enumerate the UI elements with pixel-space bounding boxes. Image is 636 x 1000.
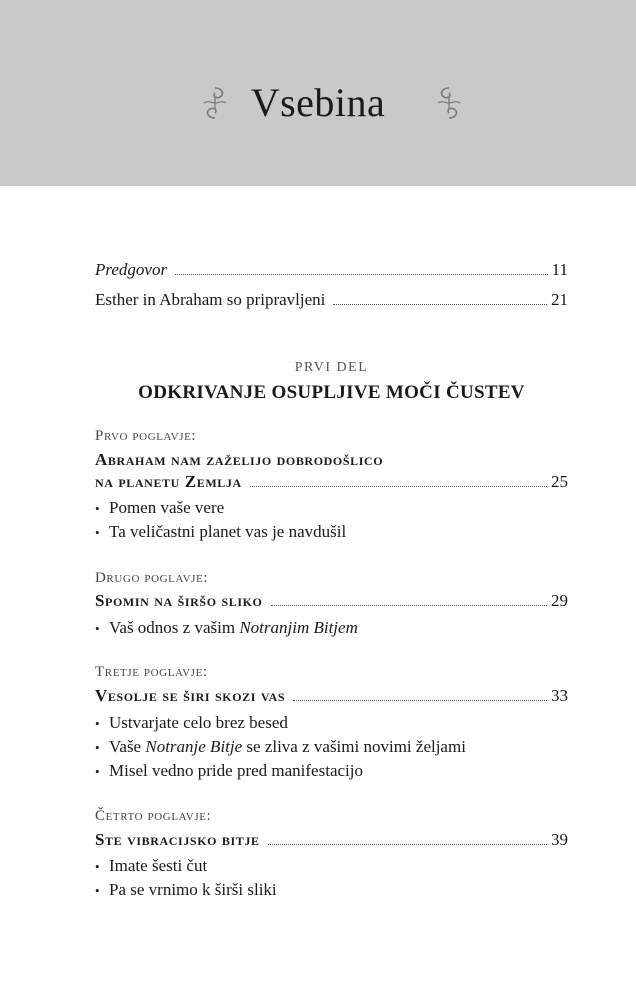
toc-entry-intro[interactable] — [95, 290, 568, 314]
part-title: ODKRIVANJE OSUPLJIVE MOČI ČUSTEV — [138, 382, 525, 403]
chapter-entry[interactable] — [95, 830, 568, 854]
subtopic-item: • Misel vedno pride pred manifestacijo — [95, 761, 363, 780]
page-number: 25 — [551, 472, 568, 491]
subtopic-item: • Ta veličastni planet vas je navdušil — [95, 522, 347, 541]
chapter-entry[interactable] — [95, 591, 568, 615]
chapter-title: Vesolje se širi skozi vas — [95, 686, 286, 705]
chapter-entry[interactable] — [95, 472, 568, 496]
dot-leader — [293, 699, 547, 701]
toc-entry-title: Esther in Abraham so pripravljeni — [95, 290, 326, 309]
chapter-label: Drugo poglavje: — [95, 570, 209, 586]
chapter-label: Tretje poglavje: — [95, 664, 208, 680]
subtopic-item: • Ustvarjate celo brez besed — [95, 713, 288, 732]
subtopic-item: • Imate šesti čut — [95, 856, 208, 875]
bullet-icon: • — [95, 525, 100, 540]
bullet-icon: • — [95, 859, 100, 874]
dot-leader — [271, 604, 548, 606]
page-number: 11 — [551, 260, 568, 279]
subtopic-item: • Pomen vaše vere — [95, 498, 225, 517]
dot-leader — [268, 843, 547, 845]
chapter-label: Prvo poglavje: — [95, 428, 197, 444]
dot-leader — [250, 485, 547, 487]
page-number: 29 — [551, 591, 568, 610]
subtopic-item: • Vaše Notranje Bitje se zliva z vašimi novimi željami — [95, 737, 466, 756]
toc-entry-preface[interactable] — [95, 260, 568, 284]
dot-leader — [333, 303, 547, 305]
subtopic-item: • Pa se vrnimo k širši sliki — [95, 880, 277, 899]
page-number: 33 — [551, 686, 568, 705]
chapter-label: Četrto poglavje: — [95, 808, 212, 824]
bullet-icon: • — [95, 883, 100, 898]
bullet-icon: • — [95, 764, 100, 779]
page-number: 21 — [551, 290, 568, 309]
bullet-icon: • — [95, 621, 100, 636]
bullet-icon: • — [95, 501, 100, 516]
chapter-entry[interactable] — [95, 686, 568, 710]
chapter-title: Ste vibracijsko bitje — [95, 830, 260, 849]
chapter-title[interactable]: Abraham nam zaželijo dobrodošlico — [95, 450, 384, 469]
subtopic-item: • Vaš odnos z vašim Notranjim Bitjem — [95, 618, 358, 637]
chapter-title: na planetu Zemlja — [95, 472, 242, 491]
table-of-contents — [95, 0, 568, 1000]
page-title: Vsebina — [250, 80, 386, 125]
toc-entry-title: Predgovor — [95, 260, 168, 279]
page-number: 39 — [551, 830, 568, 849]
bullet-icon: • — [95, 740, 100, 755]
dot-leader — [175, 273, 548, 275]
bullet-icon: • — [95, 716, 100, 731]
chapter-title: Spomin na širšo sliko — [95, 591, 263, 610]
part-label: PRVI DEL — [294, 360, 369, 375]
